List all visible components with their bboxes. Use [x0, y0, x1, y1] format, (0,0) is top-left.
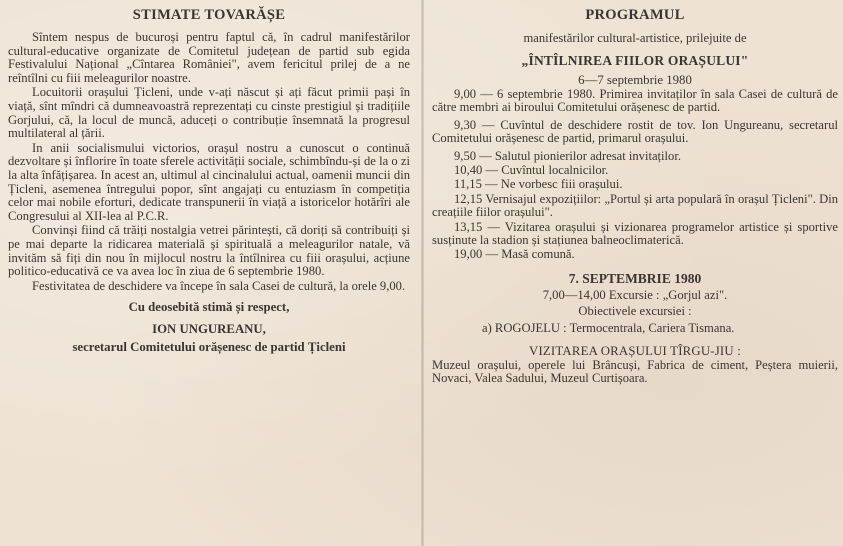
page-fold: [421, 0, 424, 546]
letter-paragraph-4: Convinși fiind că trăiți nostalgia vetrei părintești, că doriți să contribuiți și pe mai departe la ridicarea materială și spirituală a meleagurilor natale, vă invităm să fiți din nou în mijlocul nostru la întîlnirea cu fiii orașului, acțiune politico-educativă ce va avea loc în ziua de 6 septembrie 1980.: [8, 223, 410, 279]
event-name: „ÎNTÎLNIREA FIILOR ORAȘULUI": [521, 53, 749, 68]
excursion-line: 7,00—14,00 Excursie : „Gorjul azi".: [542, 287, 728, 302]
day2-heading: 7. SEPTEMBRIE 1980: [568, 270, 702, 286]
schedule-item: 13,15 — Vizitarea orașului și vizionarea programelor artistice și sportive susținute la stadion și stațiunea balneoclimaterică.: [432, 219, 838, 248]
schedule-item: 10,40 — Cuvîntul localnicilor.: [454, 163, 609, 178]
letter-title: STIMATE TOVARĂȘE: [132, 7, 286, 23]
schedule-item: 19,00 — Masă comună.: [454, 247, 575, 262]
letter-paragraph-5: Festivitatea de deschidere va începe în sala Casei de cultură, la orele 9,00.: [32, 278, 406, 293]
letter-closing: Cu deosebită stimă și respect,: [128, 300, 290, 315]
program-subtitle: manifestărilor cultural-artistice, prilejuite de: [523, 31, 747, 45]
signatory-title: secretarul Comitetului orășenesc de partid Țicleni: [72, 340, 346, 355]
objectives-label: Obiectivele excursiei :: [578, 303, 692, 318]
schedule-item: 9,30 — Cuvîntul de deschidere rostit de tov. Ion Ungureanu, secretarul Comitetului orășenesc de partid, primarul orașului.: [432, 117, 838, 146]
tour-text: Muzeul orașului, operele lui Brâncuși, Fabrica de ciment, Peștera muierii, Novaci, Valea Sadului, Muzeul Curtișoara.: [432, 357, 838, 386]
invitation-letter: [8, 0, 410, 546]
schedule-item: 11,15 — Ne vorbesc fiii orașului.: [454, 177, 623, 192]
schedule-item: 9,50 — Salutul pionierilor adresat invitaților.: [454, 148, 682, 163]
signatory-name: ION UNGUREANU,: [152, 322, 266, 337]
letter-paragraph-3: In anii socialismului victorios, orașul nostru a cunoscut o continuă dezvoltare și înflorire în toate sferele activității sociale, schimbîndu-și de la o zi la alta înfățișarea. In acest an, ultimul al cincinalului actual, oamenii muncii din Țicleni, asemenea întregului popor, sînt angajați cu entuziasm în competiția celor mai nobile eforturi, dedicate transpunerii în viață a istoricelor hotărîri ale Congresului al XII-lea al P.C.R.: [8, 140, 410, 223]
schedule-item: 12,15 Vernisajul expozițiilor: „Portul și arta populară în orașul Țicleni". Din creațiile fiilor orașului".: [432, 191, 838, 220]
objective-a: a) ROGOJELU : Termocentrala, Cariera Tismana.: [482, 320, 735, 335]
letter-paragraph-1: Sîntem nespus de bucuroși pentru faptul că, în cadrul manifestărilor cultural-educative organizate de Comitetul județean de partid sub egida Festivalului Național „Cîntarea României", avem fericitul prilej de a ne reîntîlni cu fiii meleagurilor noastre.: [8, 30, 410, 85]
program-schedule: [432, 0, 838, 546]
tour-heading: VIZITAREA ORAȘULUI TÎRGU-JIU :: [529, 343, 741, 358]
letter-paragraph-2: Locuitorii orașului Țicleni, unde v-ați născut și ați făcut primii pași în viață, sînt mîndri că dumneavoastră reprezentați cu cinste prestigiul și tradițiile Gorjului, că, la locul de muncă, aduceți o contribuție însemnată la progresul multilateral al țării.: [8, 85, 410, 141]
day1-dates: 6—7 septembrie 1980: [578, 73, 692, 87]
schedule-item: 9,00 — 6 septembrie 1980. Primirea invitaților în sala Casei de cultură de către membri ai biroului Comitetului orășenesc de partid.: [432, 87, 838, 115]
program-title: PROGRAMUL: [585, 7, 685, 23]
